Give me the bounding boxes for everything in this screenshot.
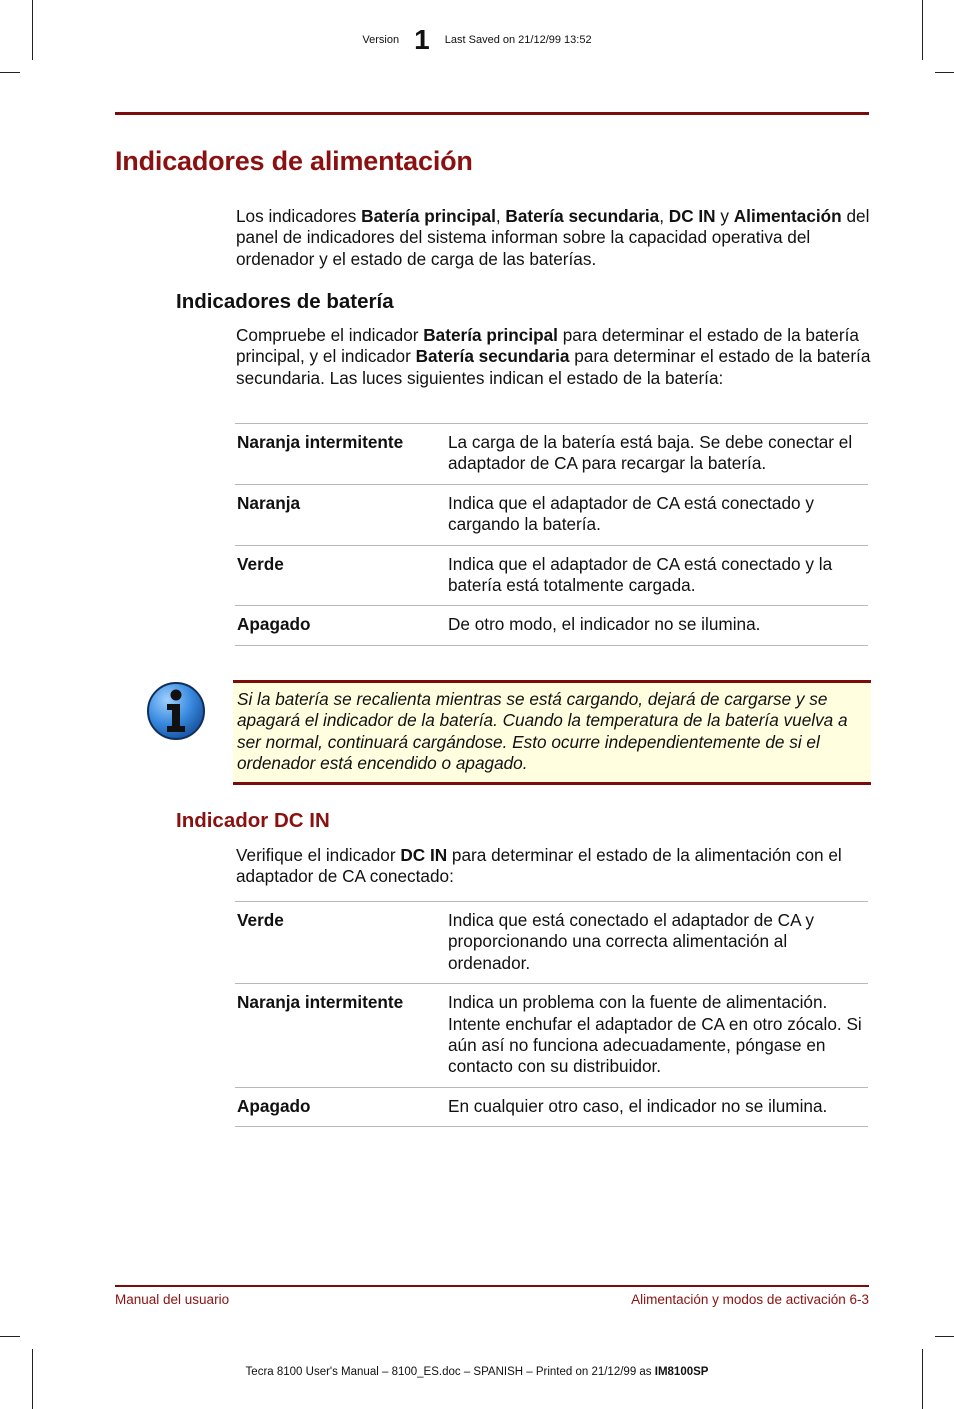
crop-mark [935,72,954,73]
intro-bold: Batería secundaria [505,206,660,226]
row-description: Indica un problema con la fuente de alimentación. Intente enchufar el adaptador de CA en otro zócalo. Si aún así no funciona adecuadamente, póngase en contacto con su distribuidor. [448,992,862,1077]
table-row [235,484,868,545]
table-row [235,902,868,984]
intro-bold: DC IN [668,206,716,226]
row-term: Apagado [237,614,311,635]
dcin-text: para determinar el estado de la alimentación con el adaptador de CA conectado: [236,845,842,887]
dcin-heading: Indicador DC IN [176,809,330,832]
row-term: Naranja [237,492,301,513]
row-description: La carga de la batería está baja. Se debe conectar el adaptador de CA para recargar la batería. [448,432,853,474]
info-icon [145,680,207,742]
dcin-text: Verifique el indicador [236,845,401,865]
bottom-rule [115,1285,869,1287]
intro-bold: Alimentación [733,206,842,226]
intro-text: , [659,206,669,226]
intro-text: , [495,206,506,226]
battery-bold: Batería secundaria [415,346,570,367]
battery-paragraph [236,325,872,389]
battery-text: para determinar el estado de la batería secundaria. Las luces siguientes indican el estado de la batería: [236,346,871,388]
crop-mark [922,1349,923,1409]
battery-heading: Indicadores de batería [176,290,394,313]
table-row [235,606,868,645]
top-rule [115,112,869,115]
table-row [235,545,868,606]
row-description: En cualquier otro caso, el indicador no se ilumina. [448,1095,828,1116]
print-code: IM8100SP [654,1366,709,1378]
row-term: Naranja intermitente [237,432,404,452]
intro-paragraph [236,206,872,270]
dcin-bold: DC IN [400,845,448,865]
battery-table [235,423,868,646]
version-number: 1 [414,24,430,55]
crop-mark [0,1336,20,1337]
crop-mark [0,72,20,73]
crop-mark [32,1349,33,1409]
footer-page-ref: Alimentación y modos de activación 6-3 [631,1292,869,1307]
crop-mark [935,1336,954,1337]
battery-bold: Batería principal [423,325,558,345]
table-row [235,424,868,485]
row-term: Verde [237,910,284,930]
row-description: De otro modo, el indicador no se ilumina. [448,614,761,635]
table-row [235,984,868,1088]
print-text: Tecra 8100 User's Manual – 8100_ES.doc – SPANISH – Printed on 21/12/99 as [245,1366,655,1378]
note-box [233,680,871,785]
last-saved: Last Saved on 21/12/99 13:52 [444,34,592,46]
row-term: Verde [237,553,284,574]
row-term: Apagado [237,1095,311,1116]
row-description: Indica que está conectado el adaptador de CA y proporcionando una correcta alimentación al ordenador. [448,910,814,973]
intro-bold: Batería principal [361,206,496,226]
battery-text: para determinar el estado de la batería principal, y el indicador [236,325,859,367]
version-label: Version [362,34,400,46]
intro-text: del panel de indicadores del sistema informan sobre la capacidad operativa del ordenador y el estado de carga de las baterías. [236,206,870,269]
dcin-table [235,901,868,1127]
page-title: Indicadores de alimentación [115,146,473,176]
table-row [235,1087,868,1126]
note-text: Si la batería se recalienta mientras se está cargando, dejará de cargarse y se apagará el indicador de la batería. Cuando la temperatura de la batería vuelva a ser normal, continuará cargándose. Esto ocurre independientemente de si el ordenador está encendido o apagado. [237,689,848,774]
row-term: Naranja intermitente [237,992,404,1013]
print-info [0,1366,954,1378]
intro-text: y [715,206,734,226]
battery-text: Compruebe el indicador [236,325,424,345]
footer-manual-title: Manual del usuario [115,1292,230,1307]
row-description: Indica que el adaptador de CA está conectado y cargando la batería. [448,492,814,535]
version-header [0,24,954,56]
intro-text: Los indicadores [236,206,362,226]
dcin-paragraph [236,845,872,888]
row-description: Indica que el adaptador de CA está conectado y la batería está totalmente cargada. [448,553,833,596]
